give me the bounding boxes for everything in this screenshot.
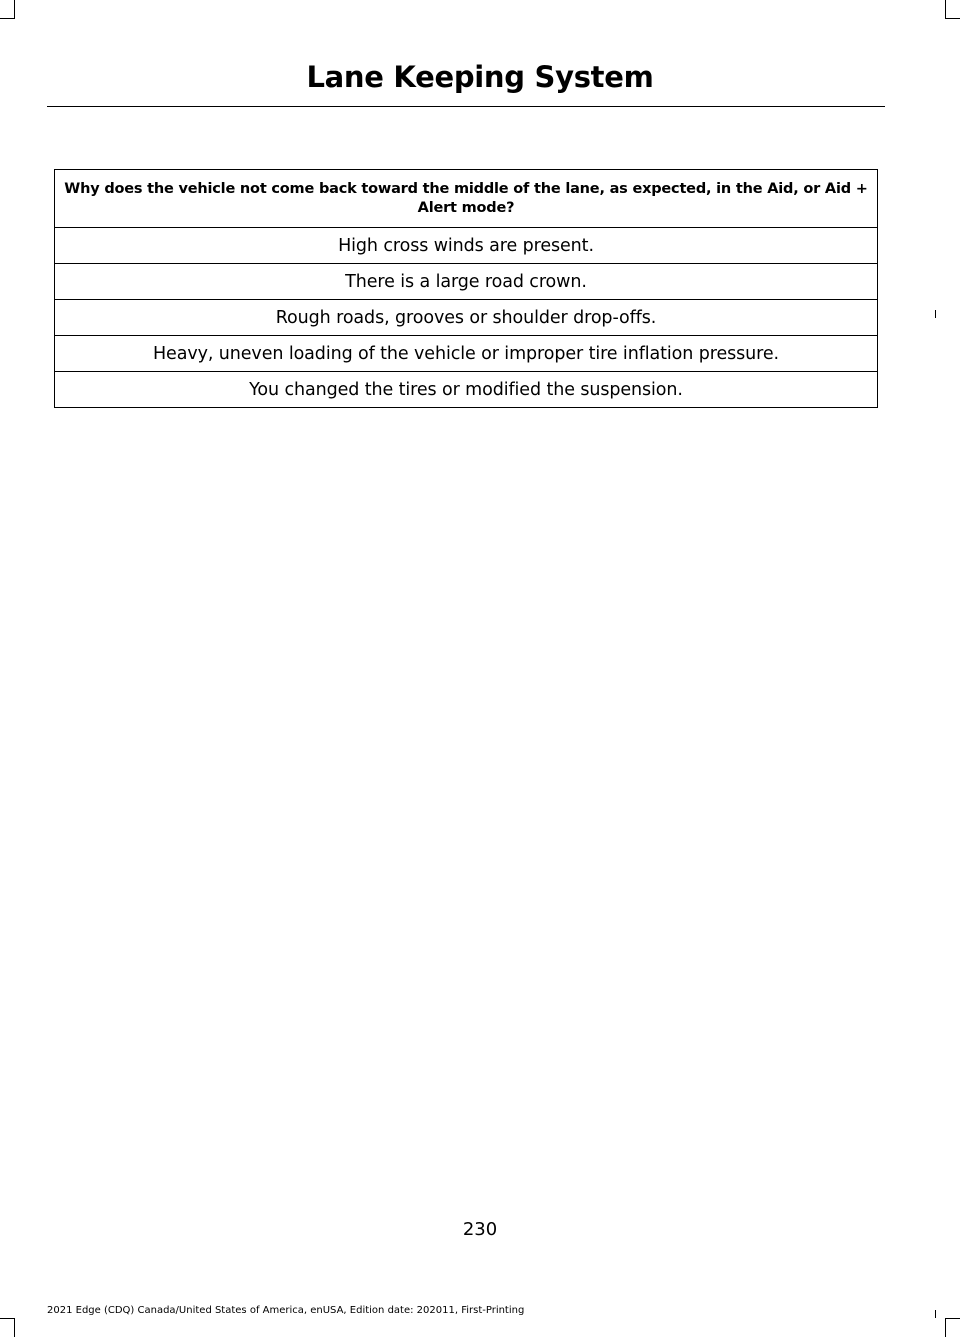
edition-note: 2021 Edge (CDQ) Canada/United States of America, enUSA, Edition date: 202011, First-Printing — [47, 1305, 525, 1316]
table-row — [55, 228, 878, 264]
table-cell: Rough roads, grooves or shoulder drop-offs. — [55, 300, 878, 336]
crop-mark — [945, 0, 946, 18]
table-header-row — [55, 170, 878, 228]
crop-mark — [0, 1318, 15, 1319]
crop-mark — [945, 1319, 946, 1337]
page-title: Lane Keeping System — [306, 60, 654, 94]
page-number: 230 — [462, 1219, 498, 1240]
table-row — [55, 300, 878, 336]
crop-mark — [945, 1318, 960, 1319]
crop-mark — [935, 310, 936, 318]
table-row — [55, 264, 878, 300]
table-row — [55, 336, 878, 372]
table-cell: Heavy, uneven loading of the vehicle or improper tire inflation pressure. — [55, 336, 878, 372]
title-divider — [47, 106, 885, 107]
table-cell: High cross winds are present. — [55, 228, 878, 264]
crop-mark — [14, 0, 15, 18]
table-row — [55, 372, 878, 408]
table-cell: You changed the tires or modified the suspension. — [55, 372, 878, 408]
crop-mark — [0, 18, 15, 19]
crop-mark — [14, 1319, 15, 1337]
table-header-cell: Why does the vehicle not come back toward the middle of the lane, as expected, in the Aid, or Aid + Alert mode? — [55, 170, 878, 228]
faq-table — [54, 169, 878, 408]
crop-mark — [935, 1310, 936, 1318]
table-cell: There is a large road crown. — [55, 264, 878, 300]
crop-mark — [945, 18, 960, 19]
